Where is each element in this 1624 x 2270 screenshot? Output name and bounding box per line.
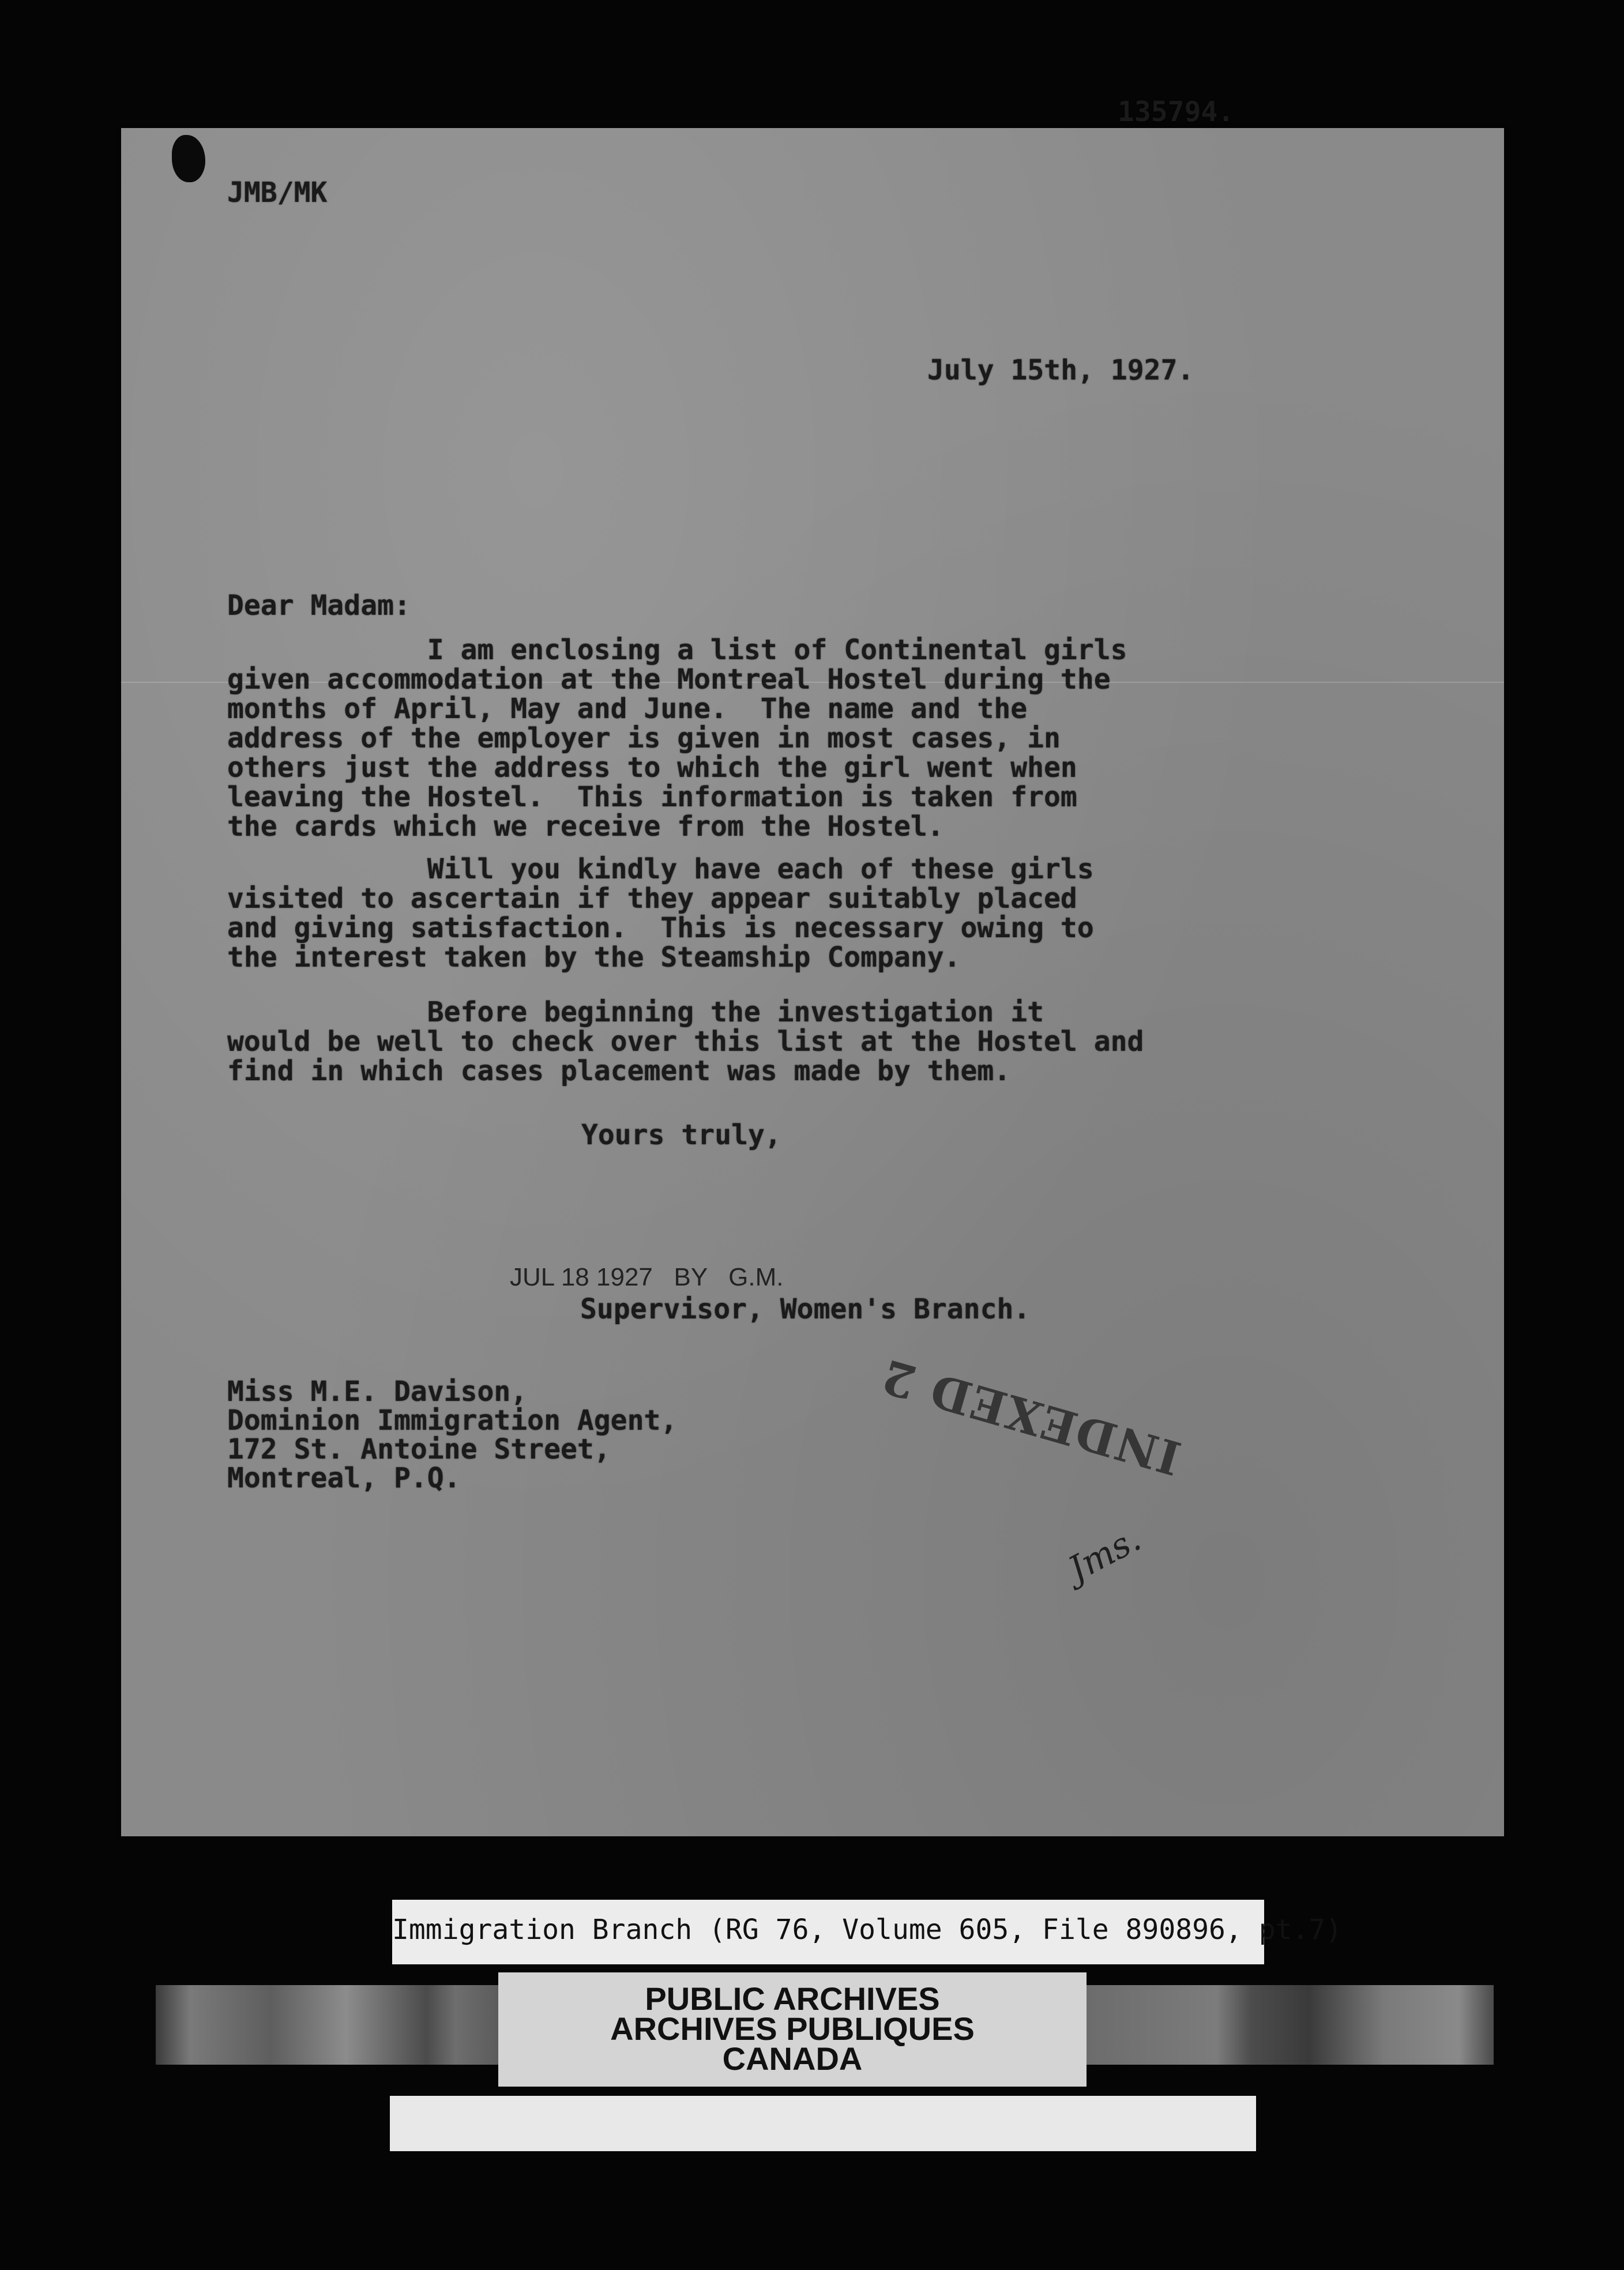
body-line: address of the employer is given in most cases, in	[227, 722, 1061, 754]
handwritten-initials: Jms.	[1062, 1519, 1148, 1590]
salutation: Dear Madam:	[227, 589, 411, 622]
address-line: Miss M.E. Davison,	[227, 1375, 528, 1408]
body-line: would be well to check over this list at the Hostel and	[227, 1025, 1144, 1058]
body-line: find in which cases placement was made by them.	[227, 1055, 1011, 1087]
body-paragraph	[227, 636, 1358, 841]
body-line: and giving satisfaction. This is necessary owing to	[227, 912, 1094, 944]
file-number: 135794.	[1118, 96, 1235, 128]
body-paragraph	[227, 855, 1358, 972]
received-date-stamp: JUL 18 1927 BY G.M.	[510, 1263, 784, 1291]
archives-label	[498, 1972, 1087, 2087]
letter-page	[121, 128, 1504, 1836]
body-line: months of April, May and June. The name and the	[227, 693, 1028, 725]
reference-initials: JMB/MK	[227, 176, 328, 209]
address-line: Montreal, P.Q.	[227, 1462, 461, 1494]
address-line: Dominion Immigration Agent,	[227, 1404, 678, 1437]
body-line: the interest taken by the Steamship Company.	[227, 941, 961, 974]
body-line: I am enclosing a list of Continental girls	[227, 634, 1127, 666]
recipient-address	[227, 1377, 677, 1493]
body-line: visited to ascertain if they appear suitably placed	[227, 882, 1077, 915]
signatory-title: Supervisor, Women's Branch.	[580, 1293, 1031, 1325]
archives-label-line: CANADA	[722, 2040, 863, 2077]
body-line: others just the address to which the girl went when	[227, 751, 1077, 784]
body-line: given accommodation at the Montreal Hostel during the	[227, 663, 1111, 696]
archives-label-line: PUBLIC ARCHIVES	[645, 1980, 940, 2017]
archives-label-line: ARCHIVES PUBLIQUES	[610, 2010, 975, 2047]
body-line: Before beginning the investigation it	[227, 996, 1044, 1028]
closing: Yours truly,	[581, 1119, 781, 1151]
letter-date: July 15th, 1927.	[927, 354, 1194, 386]
body-line: the cards which we receive from the Hostel.	[227, 810, 944, 843]
body-line: Will you kindly have each of these girls	[227, 853, 1094, 885]
blank-label-card	[390, 2096, 1256, 2151]
body-line: leaving the Hostel. This information is taken from	[227, 781, 1077, 813]
indexed-stamp: INDEXED 2	[875, 1348, 1187, 1486]
archive-reference-label: Immigration Branch (RG 76, Volume 605, File 890896, pt.7)	[392, 1900, 1264, 1964]
body-paragraph	[227, 998, 1358, 1086]
address-line: 172 St. Antoine Street,	[227, 1433, 611, 1465]
